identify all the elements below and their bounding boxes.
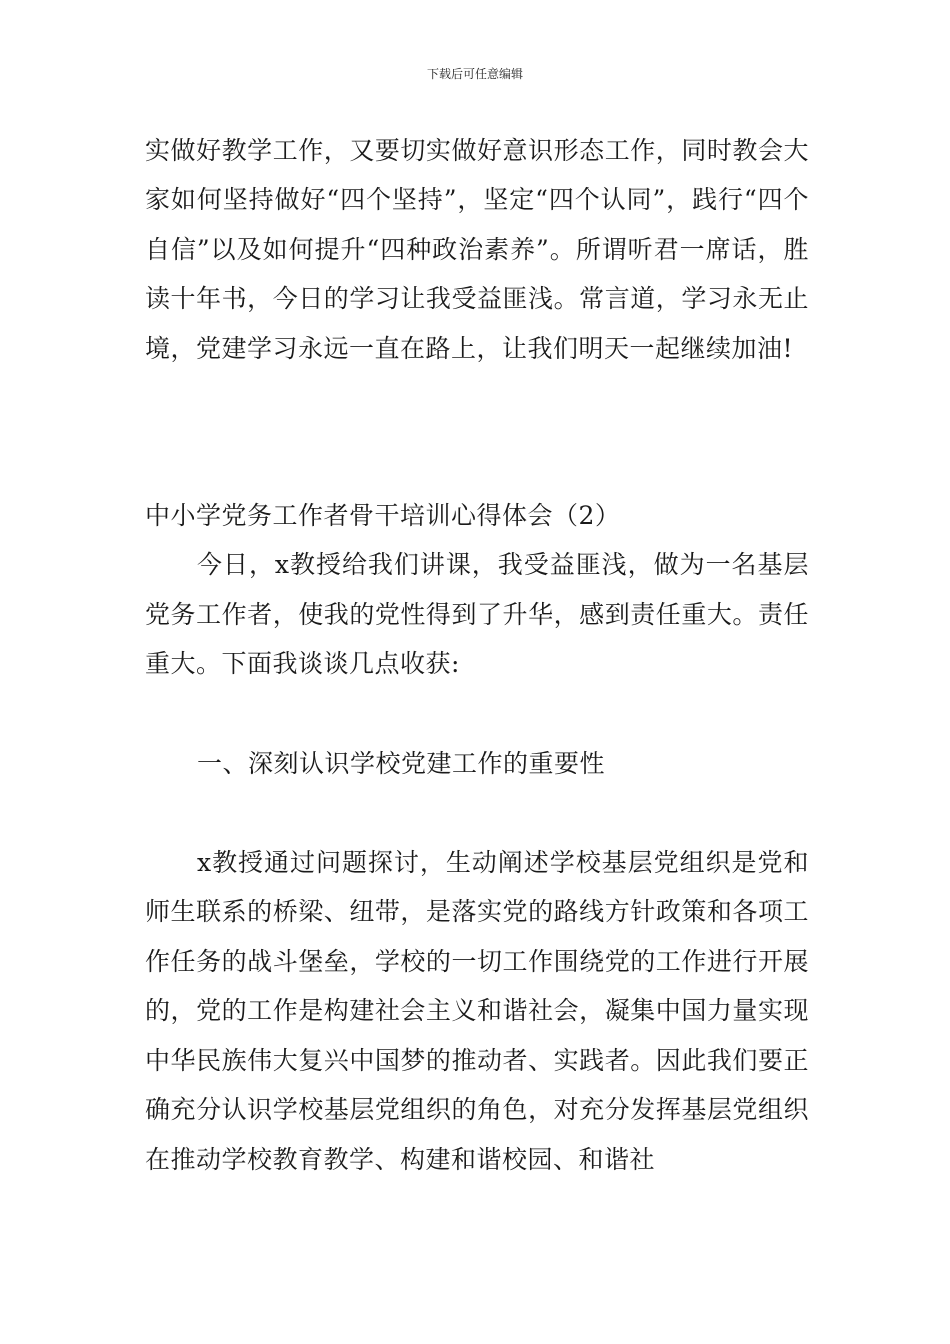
paragraph-body: x教授通过问题探讨，生动阐述学校基层党组织是党和师生联系的桥梁、纽带，是落实党的路线方针政策和各项工作任务的战斗堡垒，学校的一切工作围绕党的工作进行开展的，党的工作是构建社会主义和谐社会，凝集中国力量实现中华民族伟大复兴中国梦的推动者、实践者。因此我们要正确充分认识学校基层党组织的角色，对充分发挥基层党组织在推动学校教育教学、构建和谐校园、和谐社: [145, 848, 809, 1174]
heading-spacer-bottom: [145, 788, 809, 838]
subheading-one: 一、深刻认识学校党建工作的重要性: [197, 748, 606, 778]
paragraph-intro: 今日，x教授给我们讲课，我受益匪浅，做为一名基层党务工作者，使我的党性得到了升华，感到责任重大。责任重大。下面我谈谈几点收获:: [145, 550, 809, 679]
document-body: [145, 126, 809, 1184]
section-title: 中小学党务工作者骨干培训心得体会（2）: [145, 501, 621, 531]
page-header: 下载后可任意编辑: [426, 67, 523, 81]
heading-spacer-top: [145, 689, 809, 739]
paragraph-continuation: 实做好教学工作，又要切实做好意识形态工作，同时教会大家如何坚持做好“四个坚持”，坚定“四个认同”，践行“四个自信”以及如何提升“四种政治素养”。所谓听君一席话，胜读十年书，今日的学习让我受益匪浅。常言道，学习永无止境，党建学习永远一直在路上，让我们明天一起继续加油!: [145, 136, 809, 363]
section-spacer: [145, 373, 809, 491]
